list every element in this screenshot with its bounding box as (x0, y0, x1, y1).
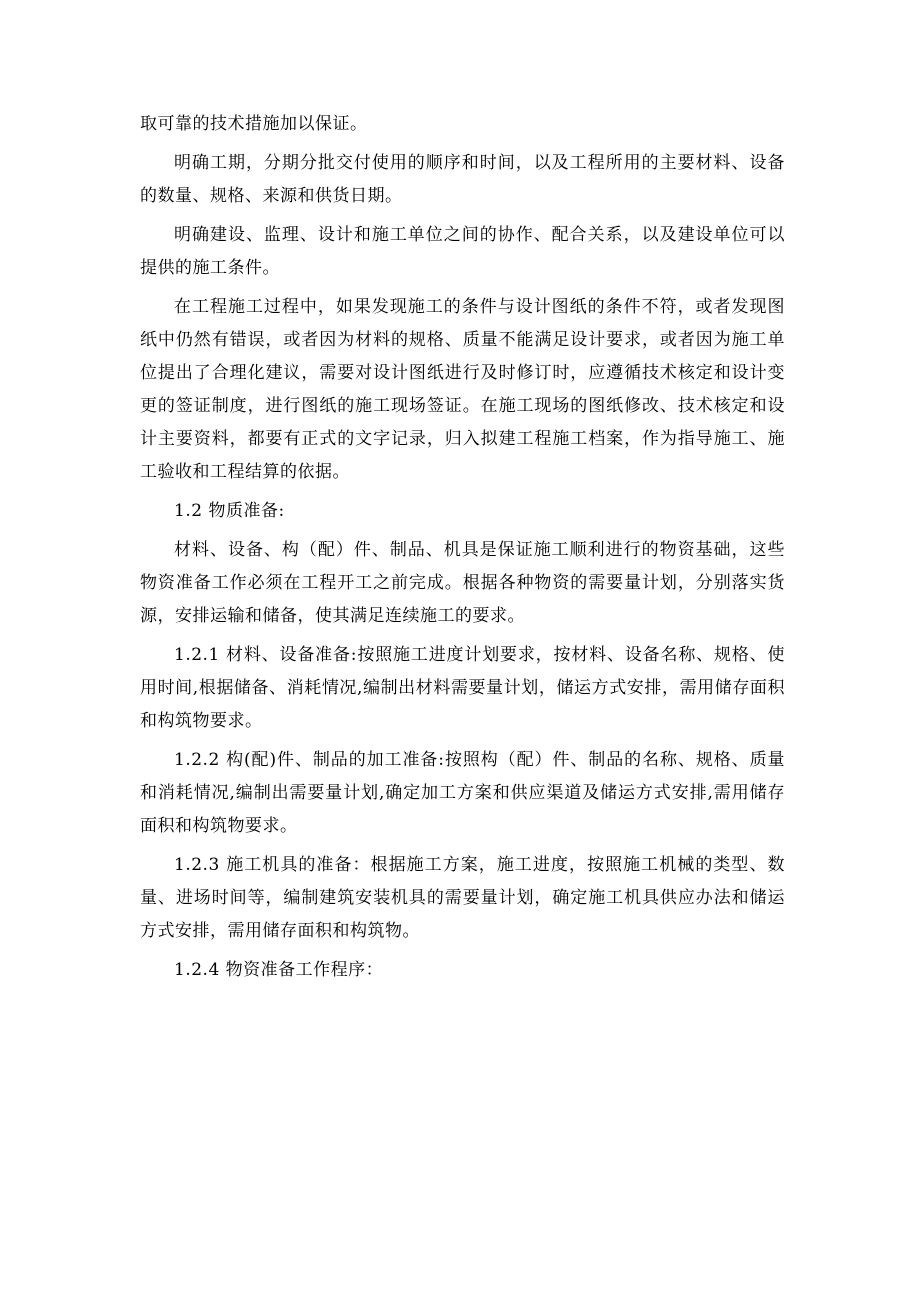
document-body (140, 108, 785, 987)
paragraph-continuation: 取可靠的技术措施加以保证。 (140, 114, 368, 134)
paragraph-machinery-prep: 1.2.3 施工机具的准备：根据施工方案，施工进度，按照施工机械的类型、数量、进场时间等，编制建筑安装机具的需要量计划，确定施工机具供应办法和储运方式安排，需用储存面积和构筑物。 (140, 855, 785, 941)
paragraph-materials-equipment: 1.2.1 材料、设备准备:按照施工进度计划要求，按材料、设备名称、规格、使用时间,根据储备、消耗情况,编制出材料需要量计划，储运方式安排，需用储存面积和构筑物要求。 (140, 645, 785, 731)
paragraph-material-basis: 材料、设备、构（配）件、制品、机具是保证施工顺利进行的物资基础，这些物资准备工作必须在工程开工之前完成。根据各种物资的需要量计划，分别落实货源，安排运输和储备，使其满足连续施工的要求。 (140, 540, 785, 626)
paragraph-drawing-revision: 在工程施工过程中，如果发现施工的条件与设计图纸的条件不符，或者发现图纸中仍然有错误，或者因为材料的规格、质量不能满足设计要求，或者因为施工单位提出了合理化建议，需要对设计图纸进行及时修订时，应遵循技术核定和设计变更的签证制度，进行图纸的施工现场签证。在施工现场的图纸修改、技术核定和设计主要资料，都要有正式的文字记录，归入拟建工程施工档案，作为指导施工、施工验收和工程结算的依据。 (140, 297, 785, 482)
section-heading-material-prep: 1.2 物质准备: (174, 501, 285, 521)
paragraph-schedule: 明确工期，分期分批交付使用的顺序和时间，以及工程所用的主要材料、设备的数量、规格、来源和供货日期。 (140, 153, 785, 206)
paragraph-procedure-heading: 1.2.4 物资准备工作程序： (174, 960, 384, 980)
paragraph-components-processing: 1.2.2 构(配)件、制品的加工准备:按照构（配）件、制品的名称、规格、质量和消耗情况,编制出需要量计划,确定加工方案和供应渠道及储运方式安排,需用储存面积和构筑物要求。 (140, 750, 785, 836)
paragraph-cooperation: 明确建设、监理、设计和施工单位之间的协作、配合关系，以及建设单位可以提供的施工条件。 (140, 225, 785, 278)
